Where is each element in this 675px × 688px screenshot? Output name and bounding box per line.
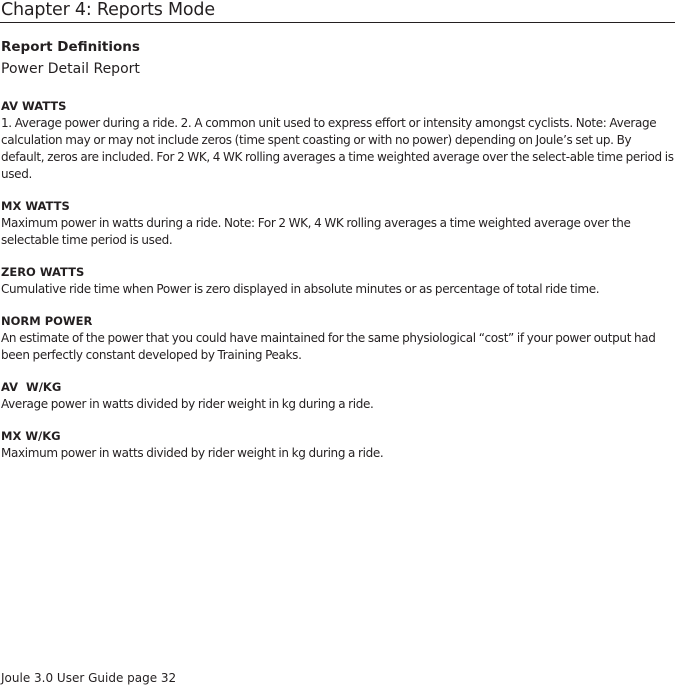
definition-mx-w-kg	[1, 428, 674, 462]
definition-description: Maximum power in watts during a ride. Note: For 2 WK, 4 WK rolling averages a time weighted average over the selectable time period is used.	[1, 216, 631, 247]
definition-description: 1. Average power during a ride. 2. A common unit used to express effort or intensity amongst cyclists. Note: Average calculation may or may not include zeros (time spent coasting or with no power) depending on Joule’s set up. By default, zeros are included. For 2 WK, 4 WK rolling averages a time weighted average over the select-able time period is used.	[1, 116, 674, 181]
definition-av-w-kg	[1, 379, 674, 413]
definition-description: An estimate of the power that you could have maintained for the same physiological “cost” if your power output had been perfectly constant developed by Training Peaks.	[1, 331, 656, 362]
definition-norm-power	[1, 313, 674, 364]
chapter-title: Chapter 4: Reports Mode	[1, 0, 215, 20]
definition-zero-watts	[1, 264, 674, 298]
definition-term: MX W/KG	[1, 429, 61, 443]
definition-mx-watts	[1, 198, 674, 249]
definition-term: ZERO WATTS	[1, 265, 85, 279]
definition-av-watts	[1, 98, 674, 183]
definition-term: NORM POWER	[1, 314, 93, 328]
section-subtitle: Power Detail Report	[1, 61, 140, 77]
definition-term: MX WATTS	[1, 199, 70, 213]
definition-term: AV WATTS	[1, 99, 67, 113]
definition-description: Maximum power in watts divided by rider weight in kg during a ride.	[1, 446, 384, 460]
definition-description: Cumulative ride time when Power is zero displayed in absolute minutes or as percentage of total ride time.	[1, 282, 600, 296]
definition-description: Average power in watts divided by rider weight in kg during a ride.	[1, 397, 374, 411]
section-title: Report Definitions	[1, 39, 140, 55]
chapter-header	[0, 0, 675, 23]
definition-term: AV W/KG	[1, 380, 62, 394]
definitions-list	[1, 98, 674, 477]
page-footer: Joule 3.0 User Guide page 32	[1, 671, 177, 685]
